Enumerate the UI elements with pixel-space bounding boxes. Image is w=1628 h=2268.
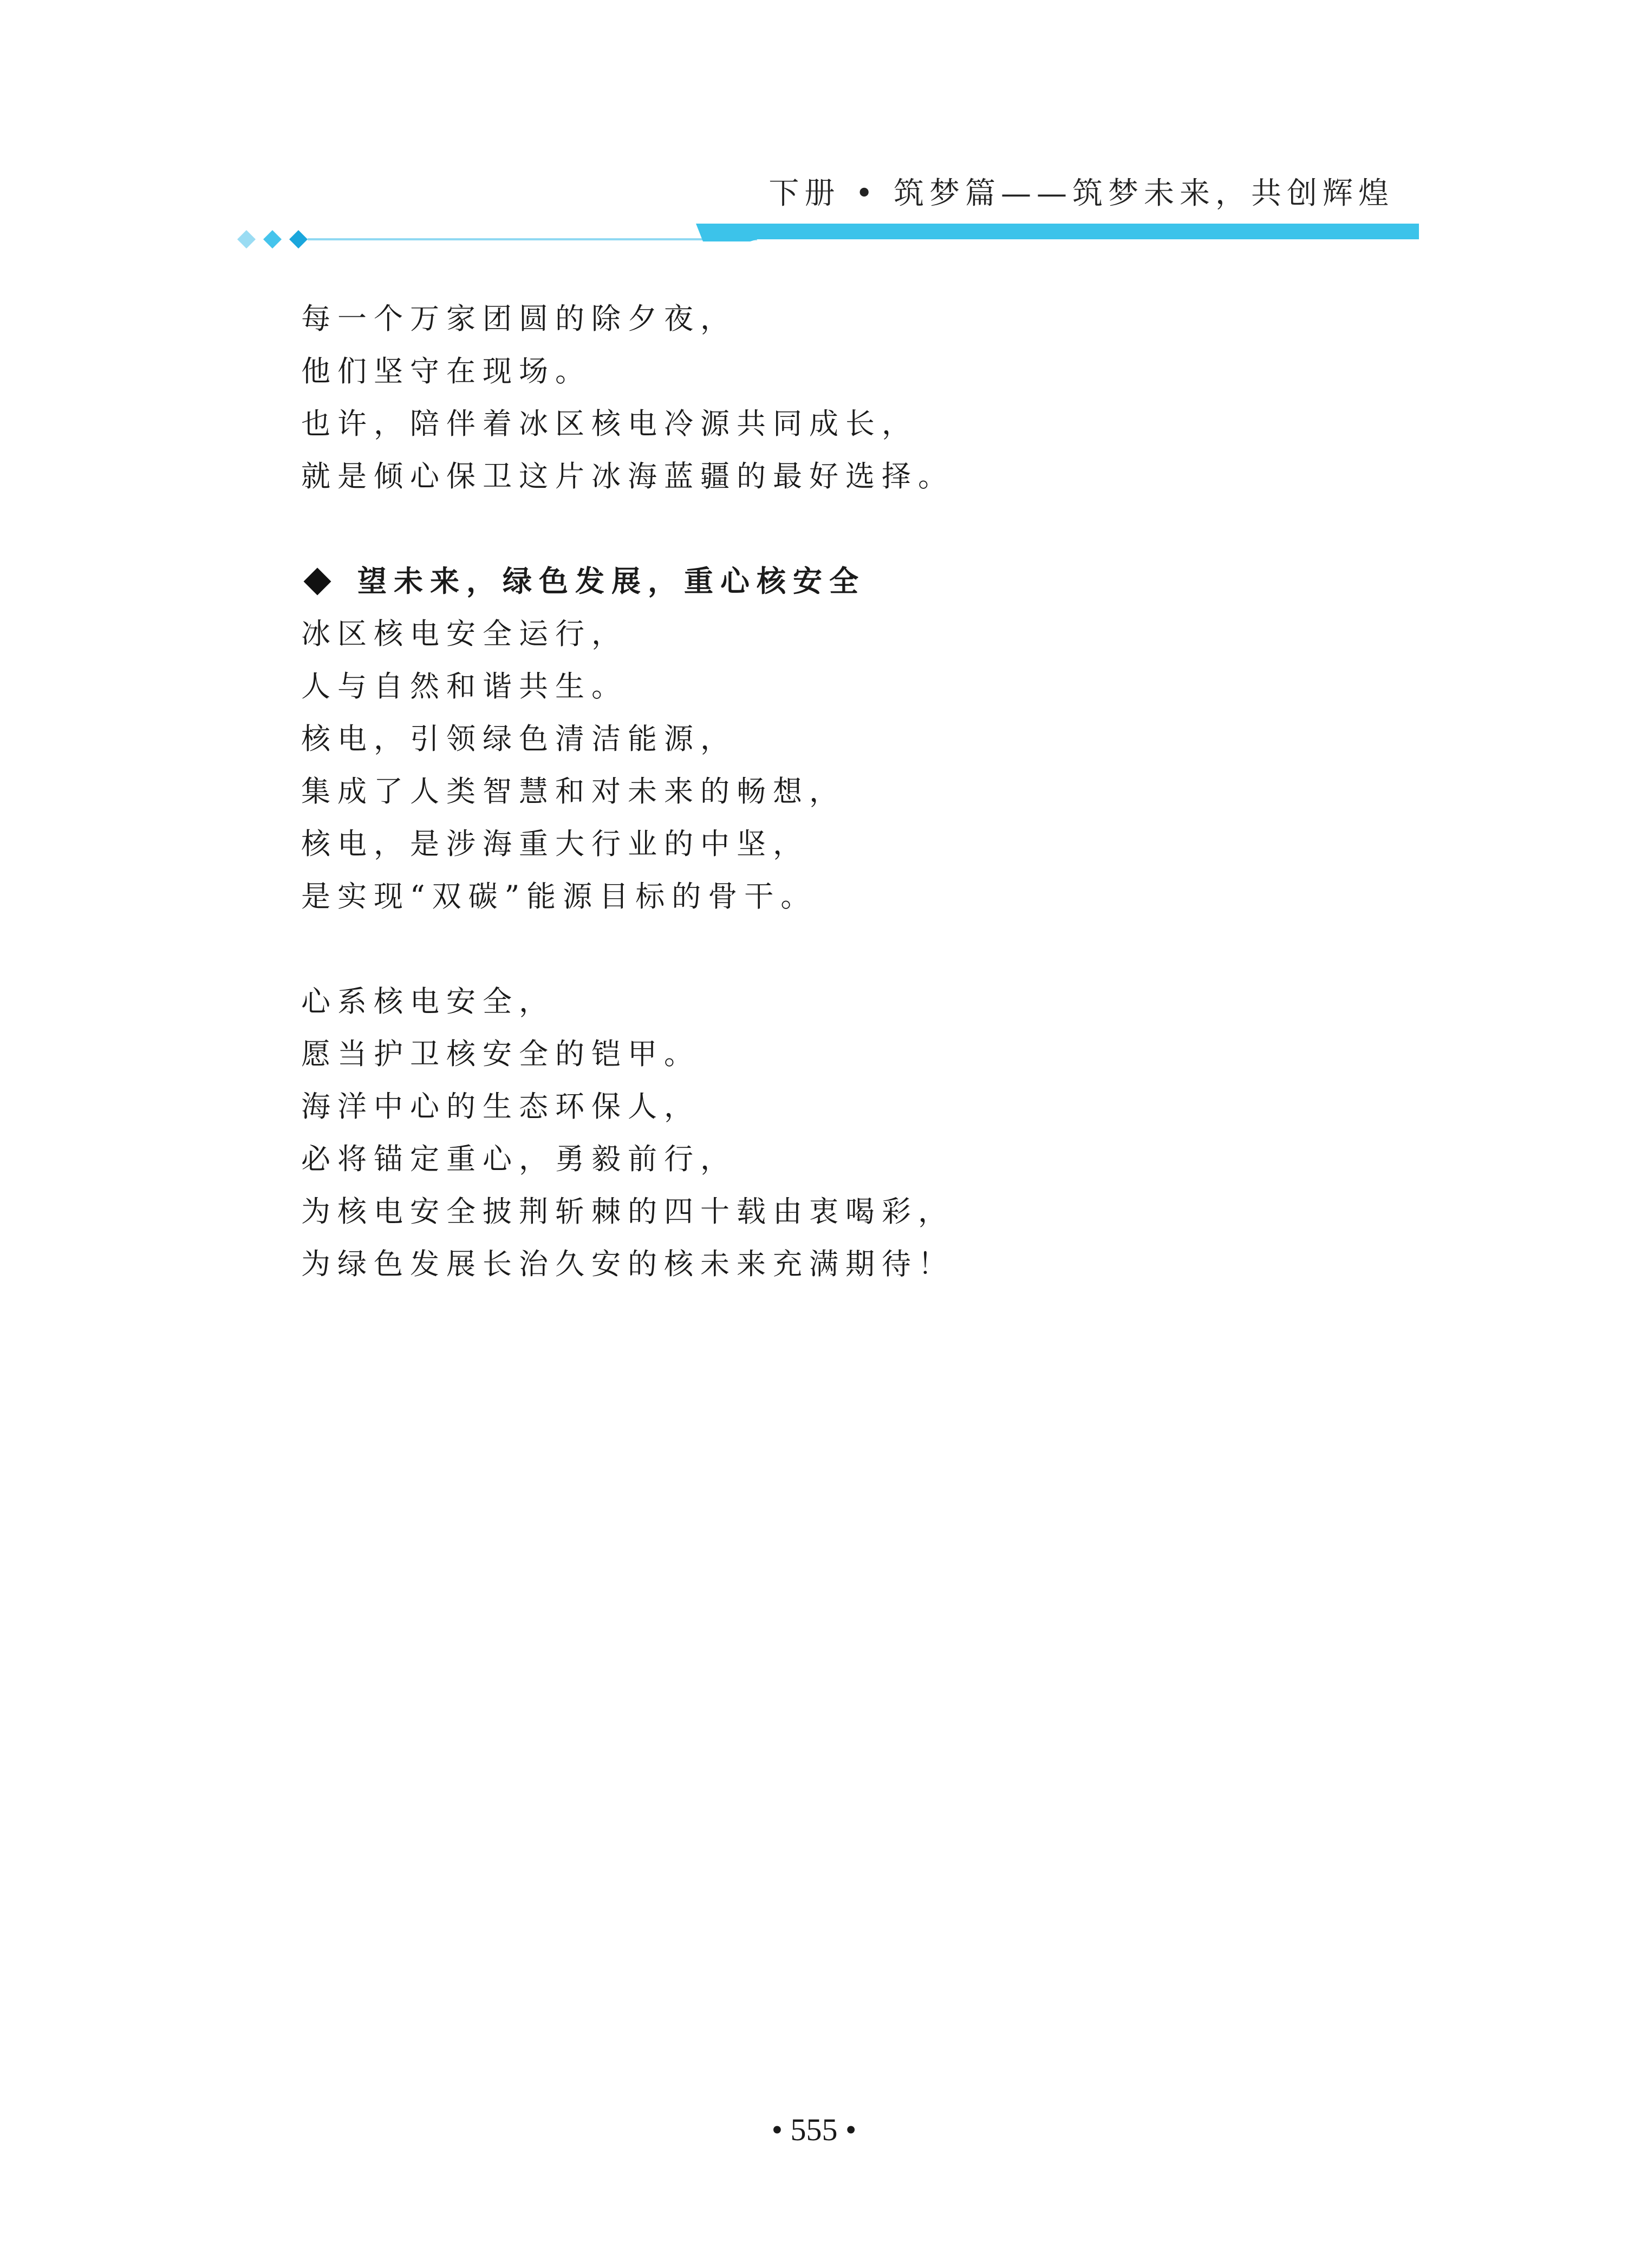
poem-line: 必将锚定重心，勇毅前行， xyxy=(301,1142,737,1176)
section-heading-text: 望未来，绿色发展，重心核安全 xyxy=(357,564,865,598)
poem-line: 愿当护卫核安全的铠甲。 xyxy=(301,1037,700,1071)
page-number: • 555 • xyxy=(771,2112,857,2147)
poem-line: 是实现“双碳”能源目标的骨干。 xyxy=(301,879,817,913)
poem-line: 为核电安全披荆斩棘的四十载由衷喝彩， xyxy=(301,1194,954,1228)
poem-line: 冰区核电安全运行， xyxy=(301,617,628,651)
header-diamond-2 xyxy=(263,230,282,249)
header-rule xyxy=(0,0,1628,271)
poem-line: 每一个万家团圆的除夕夜， xyxy=(301,302,737,336)
poem-line: 人与自然和谐共生。 xyxy=(301,669,628,703)
poem-line: 集成了人类智慧和对未来的畅想， xyxy=(301,774,845,808)
section-heading xyxy=(301,555,1384,607)
running-header: 下册 • 筑梦篇——筑梦未来，共创辉煌 xyxy=(769,176,1394,211)
poem-line: 心系核电安全， xyxy=(301,984,555,1018)
poem-line: 核电，引领绿色清洁能源， xyxy=(301,722,737,756)
poem-line: 就是倾心保卫这片冰海蓝疆的最好选择。 xyxy=(301,459,954,493)
diamond-bullet-icon xyxy=(304,567,331,595)
poem-line: 为绿色发展长治久安的核未来充满期待！ xyxy=(301,1247,954,1281)
poem-line: 海洋中心的生态环保人， xyxy=(301,1089,700,1123)
poem-line: 他们坚守在现场。 xyxy=(301,354,591,388)
poem-line: 核电，是涉海重大行业的中坚， xyxy=(301,827,809,861)
header-diamond-1 xyxy=(237,230,256,249)
header-diamond-3 xyxy=(289,230,308,249)
stanza-1 xyxy=(301,292,1384,502)
stanza-2 xyxy=(301,607,1384,923)
header-tab-bar xyxy=(696,224,1419,241)
stanza-3 xyxy=(301,975,1384,1290)
poem-line: 也许，陪伴着冰区核电冷源共同成长， xyxy=(301,407,918,441)
poem-body xyxy=(301,292,1384,1343)
header-thin-line xyxy=(308,238,757,240)
